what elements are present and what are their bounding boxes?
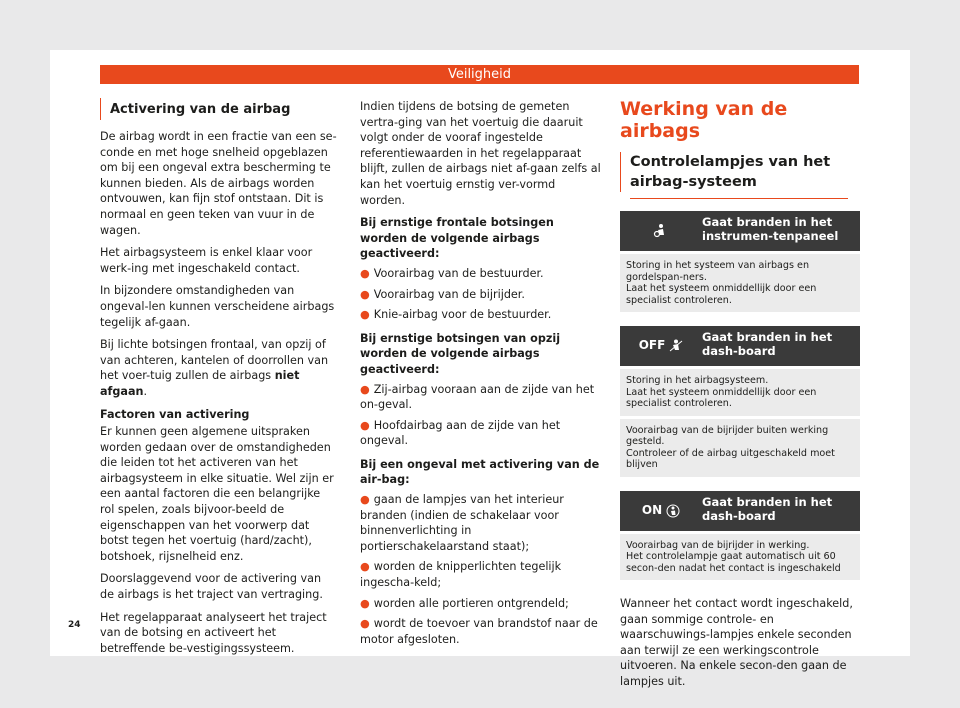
- list-item: [360, 559, 602, 590]
- lamp-heading: Gaat branden in het instrumen-tenpaneel: [702, 215, 839, 243]
- list-item-text: wordt de toevoer van brandstof naar de motor afgesloten.: [360, 617, 598, 646]
- column-2: [360, 99, 602, 652]
- list-item: [360, 266, 602, 282]
- lamp-description: [620, 369, 860, 416]
- list-item: [360, 382, 602, 413]
- paragraph: Er kunnen geen algemene uitspraken worden gedaan over de omstandigheden die leiden tot het activeren van het airbagsysteem in elke situatie. Wel zijn er een aantal factoren die een belangrijke rol spelen, zoals bijvoor-beeld de eigenschappen van het voorwerp dat botst tegen het voertuig (hard/zacht), botshoek, rijsnelheid enz.: [100, 425, 334, 563]
- column-3: [620, 98, 860, 697]
- list-item: [360, 616, 602, 647]
- warning-lamp-header: [620, 211, 860, 251]
- bullet-icon: ●: [360, 617, 370, 631]
- paragraph: De airbag wordt in een fractie van een se-conde en met hoge snelheid opgeblazen om bij een ongeval extra bescherming te kunnen bieden. Als de airbags worden ontvouwen, kan fijn stof ontstaan. Dit is normaal en geen teken van vuur in de wagen.: [100, 130, 337, 237]
- bullet-icon: ●: [360, 596, 370, 610]
- lamp-description: [620, 534, 860, 581]
- list-item-text: Voorairbag van de bestuurder.: [373, 266, 544, 280]
- lamp-text: Laat het systeem onmiddellijk door een specialist controleren.: [626, 283, 817, 306]
- list-item-text: Knie-airbag voor de bestuurder.: [373, 308, 552, 322]
- warning-lamp-header: [620, 326, 860, 366]
- paragraph: Het regelapparaat analyseert het traject van de botsing en activeert het betreffende be-vestigingssysteem.: [100, 610, 327, 655]
- list-item-text: worden alle portieren ontgrendeld;: [373, 596, 569, 610]
- bullet-icon: ●: [360, 266, 370, 280]
- lamp-text: Voorairbag van de bijrijder in werking.: [626, 539, 810, 551]
- paragraph-light-collisions: [100, 337, 338, 399]
- list-item: [360, 596, 602, 612]
- subtitle-frontal: Bij ernstige frontale botsingen worden de volgende airbags geactiveerd:: [360, 216, 554, 261]
- list-item-text: worden de knipperlichten tegelijk ingescha-keld;: [360, 560, 562, 590]
- lamp-text: Het controlelampje gaat automatisch uit 60 secon-den nadat het contact is ingeschakeld: [626, 551, 841, 574]
- lamp-heading: Gaat branden in het dash-board: [702, 494, 833, 523]
- bullet-icon: ●: [360, 308, 370, 322]
- list-item: [360, 307, 602, 323]
- airbag-warning-icon: [620, 211, 702, 251]
- bold-text: niet afgaan: [100, 369, 300, 398]
- bullet-icon: ●: [360, 418, 370, 432]
- bullet-icon: ●: [360, 560, 370, 574]
- icon-label: ON: [641, 502, 663, 517]
- section-title-activation: Activering van de airbag: [100, 98, 338, 120]
- divider: [630, 198, 848, 199]
- list-item: [360, 418, 602, 449]
- passenger-airbag-on-icon: [620, 491, 702, 531]
- list-item-text: Hoofdairbag aan de zijde van het ongeval.: [360, 418, 561, 448]
- main-title: Werking van de airbags: [620, 98, 788, 142]
- column-1: [100, 98, 338, 663]
- bullet-icon: ●: [360, 287, 370, 301]
- subtitle-accident: Bij een ongeval met activering van de air-bag:: [360, 457, 600, 487]
- manual-page: [50, 50, 910, 688]
- list-item-text: gaan de lampjes van het interieur branden (indien de schakelaar voor binnenverlichting in portierschakelaarstand staat);: [360, 493, 564, 553]
- subtitle-factors: Factoren van activering: [100, 407, 250, 421]
- list-item: [360, 287, 602, 303]
- text: Bij lichte botsingen frontaal, van opzij of van achteren, kantelen of doorrollen van het voer-tuig zullen de airbags: [100, 338, 329, 383]
- lamp-text: Storing in het airbagsysteem.: [626, 375, 769, 386]
- passenger-airbag-off-icon: [620, 326, 702, 366]
- paragraph: Doorslaggevend voor de activering van de airbags is het traject van vertraging.: [100, 572, 323, 602]
- paragraph: In bijzondere omstandigheden van ongeval-len kunnen verscheidene airbags tegelijk af-gaan.: [100, 284, 335, 329]
- text: .: [143, 384, 148, 398]
- paragraph: Het airbagsysteem is enkel klaar voor werk-ing met ingeschakeld contact.: [100, 246, 313, 275]
- lamp-text: Controleer of de airbag uitgeschakeld moet blijven: [626, 447, 835, 470]
- page-number: 24: [68, 620, 81, 630]
- paragraph-intro: Indien tijdens de botsing de gemeten vertra-ging van het voertuig die daaruit volgt onder de vooraf ingestelde referentiewaarden in het regelapparaat blijft, zullen de airbags niet af-gaan zelfs al kan het voertuig ernstig ver-vormd worden.: [360, 100, 601, 207]
- lamp-text: Laat het systeem onmiddellijk door een specialist controleren.: [626, 386, 817, 409]
- lamp-text: Storing in het systeem van airbags en gordelspan-ners.: [626, 260, 810, 283]
- chapter-header: Veiligheid: [100, 65, 859, 84]
- warning-lamp-header: [620, 491, 860, 531]
- paragraph-closing: Wanneer het contact wordt ingeschakeld, gaan sommige controle- en waarschuwings-lampjes enkele seconden aan terwijl ze een werkingscontrole uitvoeren. Na enkele secon-den gaan de lampjes uit.: [620, 597, 853, 688]
- lamp-description: [620, 254, 860, 312]
- lamp-description: [620, 419, 860, 477]
- sub-heading: Controlelampjes van het airbag-systeem: [620, 152, 860, 192]
- list-item-text: Zij-airbag vooraan aan de zijde van het on-geval.: [360, 382, 595, 412]
- list-item-text: Voorairbag van de bijrijder.: [373, 287, 525, 301]
- lamp-heading: Gaat branden in het dash-board: [702, 330, 833, 358]
- bullet-icon: ●: [360, 493, 370, 507]
- list-item: [360, 492, 602, 554]
- subtitle-side: Bij ernstige botsingen van opzij worden de volgende airbags geactiveerd:: [360, 331, 561, 376]
- bullet-icon: ●: [360, 382, 370, 396]
- lamp-text: Voorairbag van de bijrijder buiten werking gesteld.: [626, 424, 829, 447]
- icon-label: OFF: [638, 338, 666, 353]
